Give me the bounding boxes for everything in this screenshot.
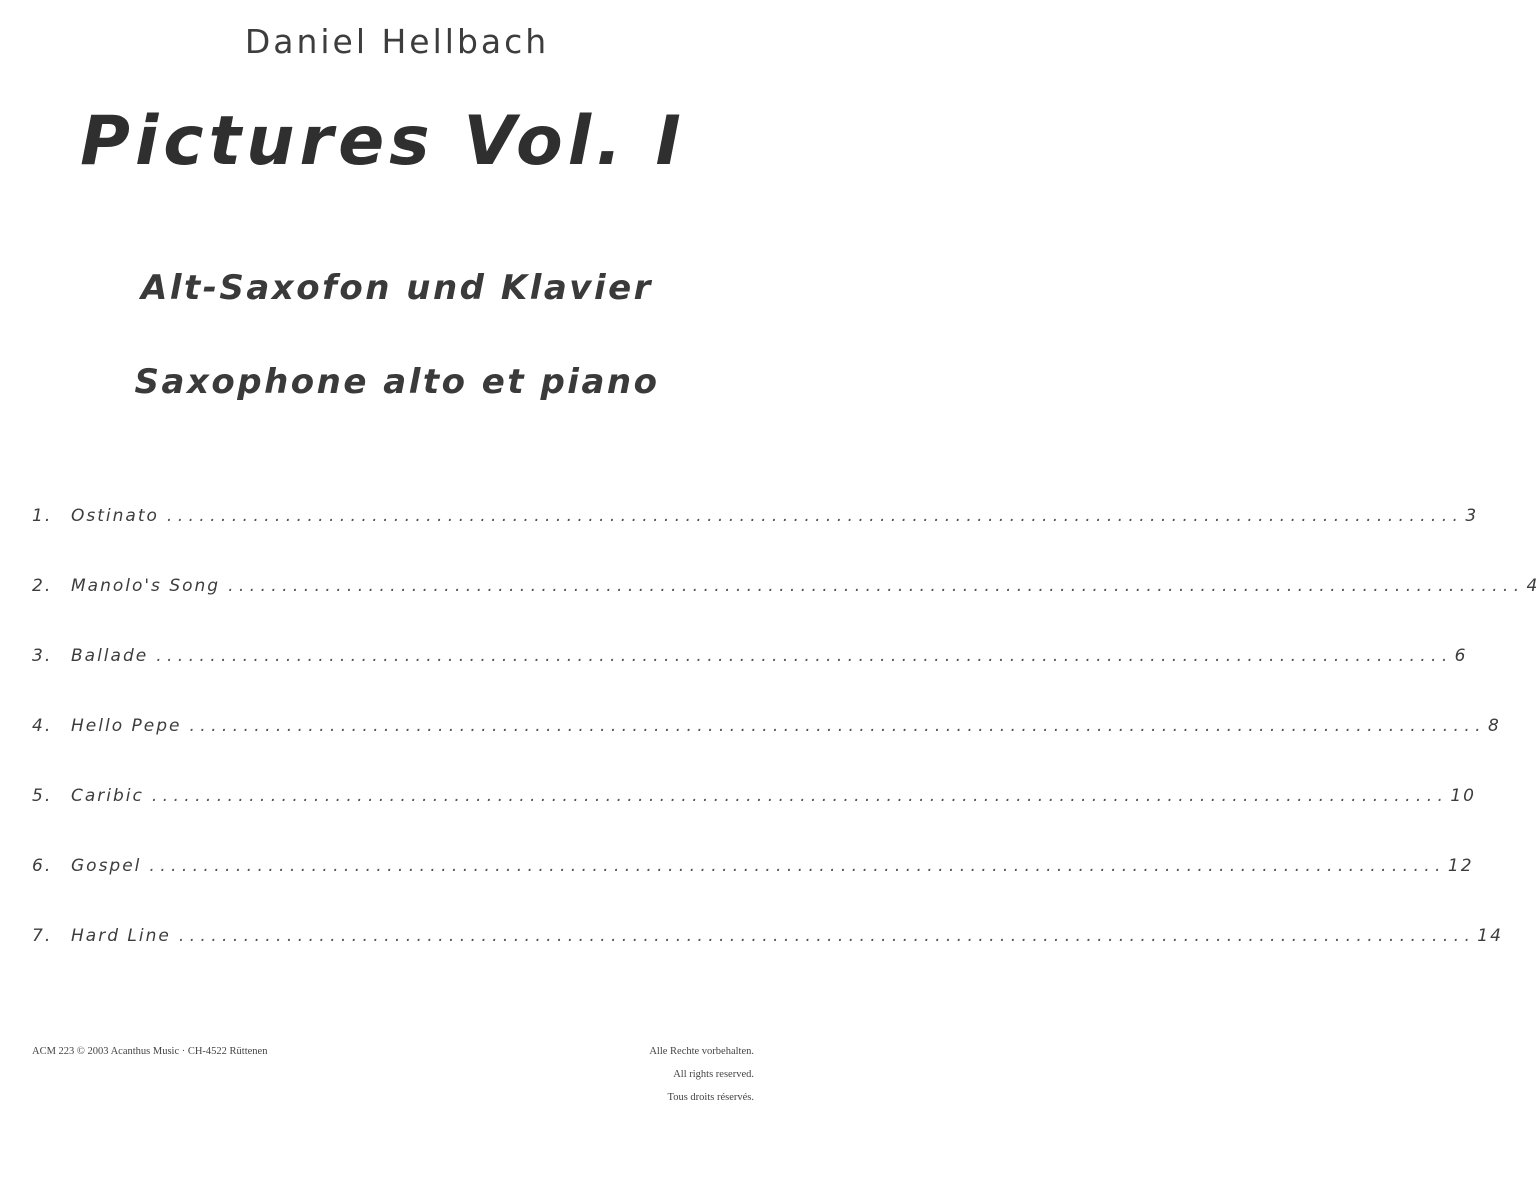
toc-number: 4. <box>32 716 53 736</box>
toc-entry <box>32 576 1539 646</box>
toc-page-number: 3 <box>1465 506 1479 526</box>
toc-number: 3. <box>32 646 53 666</box>
toc-number: 7. <box>32 926 53 946</box>
rights-german: Alle Rechte vorbehalten. <box>649 1046 754 1057</box>
toc-number: 5. <box>32 786 53 806</box>
toc-entry <box>32 646 1468 716</box>
table-of-contents <box>32 506 1539 996</box>
toc-leader-dots: ........................................................................................................................ <box>149 856 1446 876</box>
toc-leader-dots: ........................................................................................................................ <box>228 576 1525 596</box>
subtitle-french: Saxophone alto et piano <box>134 362 660 402</box>
toc-title: Hello Pepe <box>71 716 182 736</box>
toc-entry <box>32 506 1479 576</box>
toc-title: Manolo's Song <box>71 576 221 596</box>
toc-page-number: 10 <box>1450 786 1476 806</box>
toc-page-number: 6 <box>1454 646 1468 666</box>
toc-leader-dots: ........................................................................................................................ <box>166 506 1464 526</box>
toc-entry <box>32 716 1501 786</box>
composer-name: Daniel Hellbach <box>244 22 550 61</box>
toc-number: 1. <box>32 506 53 526</box>
toc-leader-dots: ........................................................................................................................ <box>151 786 1449 806</box>
toc-title: Hard Line <box>71 926 171 946</box>
toc-page-number: 4 <box>1526 576 1539 596</box>
rights-notice <box>649 1046 754 1115</box>
work-title: Pictures Vol. I <box>80 102 686 181</box>
toc-leader-dots: ........................................................................................................................ <box>178 926 1476 946</box>
toc-title: Caribic <box>71 786 144 806</box>
toc-page-number: 14 <box>1477 926 1503 946</box>
catalog-copyright-line: ACM 223 © 2003 Acanthus Music · CH-4522 Rüttenen <box>32 1046 268 1057</box>
toc-title: Ballade <box>71 646 149 666</box>
toc-number: 2. <box>32 576 53 596</box>
toc-title: Gospel <box>71 856 142 876</box>
subtitle-german: Alt-Saxofon und Klavier <box>141 268 653 308</box>
rights-french: Tous droits réservés. <box>667 1092 754 1103</box>
toc-title: Ostinato <box>71 506 159 526</box>
toc-leader-dots: ........................................................................................................................ <box>156 646 1453 666</box>
toc-entry <box>32 786 1476 856</box>
toc-leader-dots: ........................................................................................................................ <box>189 716 1486 736</box>
toc-entry <box>32 856 1474 926</box>
toc-page-number: 8 <box>1487 716 1501 736</box>
toc-entry <box>32 926 1503 996</box>
toc-number: 6. <box>32 856 53 876</box>
toc-page-number: 12 <box>1447 856 1474 876</box>
rights-english: All rights reserved. <box>673 1069 754 1080</box>
